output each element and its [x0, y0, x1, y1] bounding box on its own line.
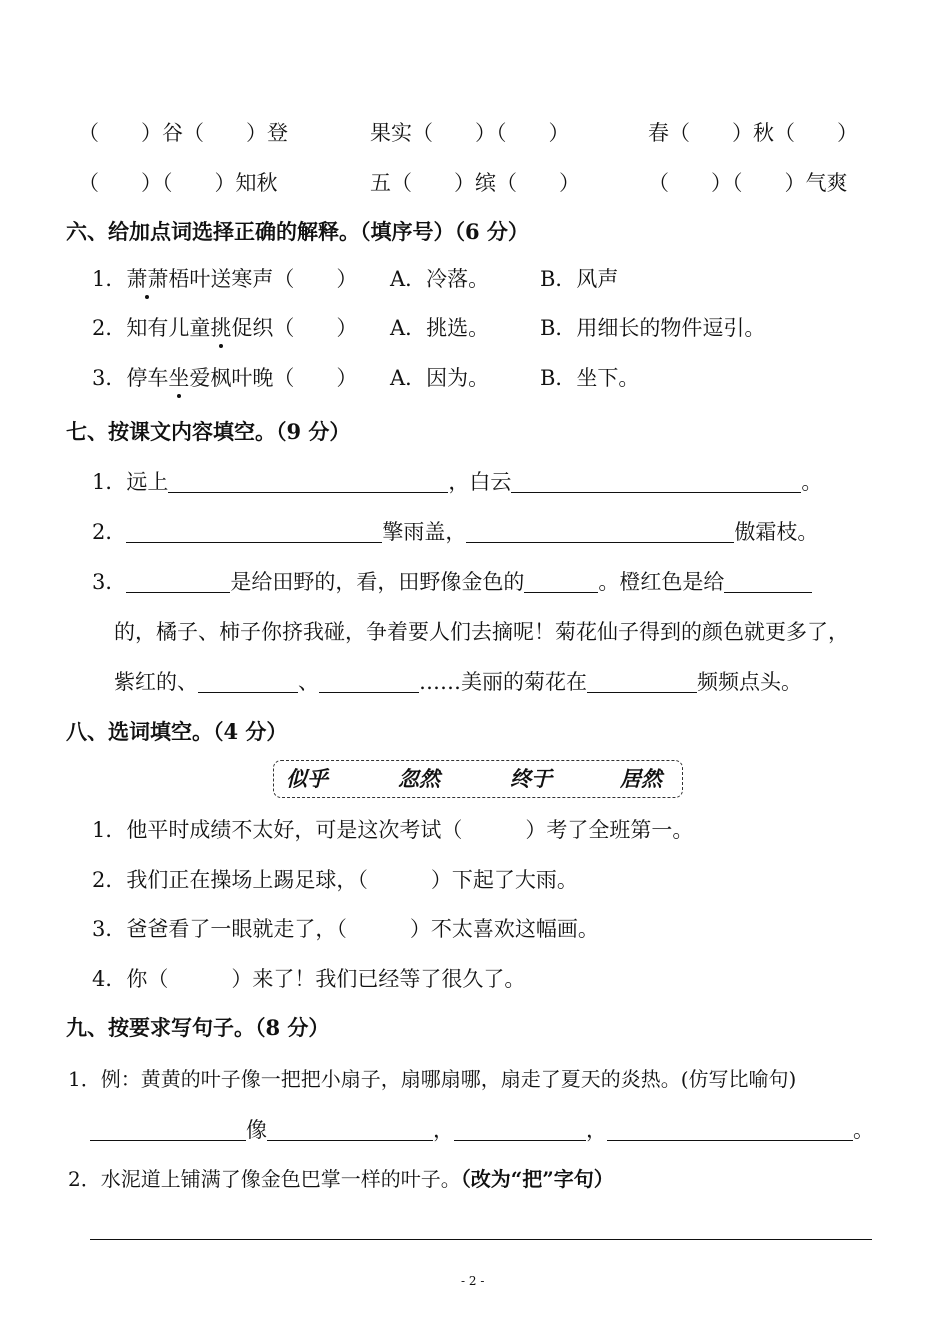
s9-q1-num: 1． [68, 1067, 101, 1091]
s8-item1-num: 1． [92, 818, 127, 842]
s7-line1-b: ，白云 [448, 470, 512, 494]
s7-line2-b: 傲霜枝。 [734, 520, 819, 544]
s6-item3-post: 爱枫叶晚（ ） [189, 366, 358, 390]
answer-blank[interactable] [126, 570, 230, 593]
s6-item1-num: 1． [92, 267, 127, 291]
s7-line5 [114, 667, 802, 697]
section6-title: 六、给加点词选择正确的解释。（填序号）（6 分） [66, 219, 529, 244]
s6-item1 [92, 264, 357, 294]
answer-blank[interactable] [319, 670, 419, 693]
answer-blank[interactable] [724, 570, 812, 593]
s7-line1-num: 1． [92, 470, 127, 494]
word-option: 似乎 [286, 767, 328, 791]
s7-line3-b: 。橙红色是给 [598, 570, 725, 594]
s7-line5-c: ……美丽的菊花在 [419, 670, 587, 694]
s7-line4: 的，橘子、柿子你挤我碰，争着要人们去摘呢！菊花仙子得到的颜色就更多了， [114, 620, 849, 644]
s6-item2-num: 2． [92, 316, 127, 340]
s6-item1-post: 梧叶送寒声（ ） [168, 267, 358, 291]
s9-q1-answer [90, 1115, 874, 1145]
answer-line[interactable] [90, 1239, 872, 1240]
answer-blank[interactable] [126, 520, 382, 543]
s8-item2 [92, 865, 578, 895]
s8-item3-num: 3． [92, 917, 127, 941]
s7-line5-b: 、 [298, 670, 319, 694]
answer-blank[interactable] [607, 1118, 853, 1141]
section9-title: 九、按要求写句子。（8 分） [66, 1015, 330, 1040]
answer-blank[interactable] [511, 470, 801, 493]
s6-item3-pre: 停车 [126, 366, 169, 390]
s6-item1-option-a: A．冷落。 [390, 267, 490, 291]
word-option: 终于 [510, 767, 552, 791]
s6-item2-option-b: B．用细长的物件逗引。 [540, 316, 766, 340]
s6-item3-option-a: A．因为。 [390, 366, 490, 390]
s8-item4 [92, 964, 525, 994]
word-option: 忽然 [398, 767, 440, 791]
s8-item4-num: 4． [92, 967, 127, 991]
s9-q1-answer-b: ， [433, 1118, 454, 1142]
s7-line3-num: 3． [92, 570, 127, 594]
s7-line1-a: 远上 [126, 470, 169, 494]
s7-line2-num: 2． [92, 520, 127, 544]
s7-line2 [92, 517, 818, 547]
idiom-row1-col2: 果实（ ）（ ） [370, 121, 570, 145]
answer-blank[interactable] [466, 520, 734, 543]
s8-item1-text: 他平时成绩不太好，可是这次考试（ ）考了全班第一。 [126, 818, 694, 842]
answer-blank[interactable] [198, 670, 298, 693]
idiom-row2-col3: （ ）（ ）气爽 [648, 171, 848, 195]
s8-item4-text: 你（ ）来了！我们已经等了很久了。 [126, 967, 526, 991]
page-number: - 2 - [461, 1274, 485, 1288]
s7-line1-c: 。 [801, 470, 823, 494]
s9-q1-answer-a: 像 [246, 1118, 267, 1142]
s6-item2-dotted: 挑 [210, 313, 231, 343]
s7-line1 [92, 467, 822, 497]
s9-q1-text: 例：黄黄的叶子像一把把小扇子，扇哪扇哪，扇走了夏天的炎热。(仿写比喻句) [100, 1067, 797, 1091]
s6-item3 [92, 363, 357, 393]
s8-item3-text: 爸爸看了一眼就走了，（ ）不太喜欢这幅画。 [126, 917, 599, 941]
s9-q2-num: 2． [68, 1167, 101, 1191]
section8-title: 八、选词填空。（4 分） [66, 719, 288, 744]
s9-q1-answer-c: ， [586, 1118, 607, 1142]
answer-blank[interactable] [454, 1118, 586, 1141]
s6-item3-dotted: 坐 [168, 363, 189, 393]
s6-item2-post: 促织（ ） [231, 316, 358, 340]
answer-blank[interactable] [90, 1118, 246, 1141]
idiom-row2-col1: （ ）（ ）知秋 [78, 171, 278, 195]
s8-item2-num: 2． [92, 868, 127, 892]
idiom-row1-col3: 春（ ）秋（ ） [648, 121, 858, 145]
s9-q1-answer-d: 。 [853, 1118, 874, 1142]
s6-item1-dotted: 萧萧 [126, 264, 168, 294]
s9-q2-requirement: （改为“把”字句） [460, 1167, 614, 1191]
s6-item1-option-b: B．风声 [540, 267, 619, 291]
answer-blank[interactable] [524, 570, 598, 593]
answer-blank[interactable] [168, 470, 448, 493]
answer-blank[interactable] [587, 670, 697, 693]
s6-item3-option-b: B．坐下。 [540, 366, 640, 390]
s6-item2-pre: 知有儿童 [126, 316, 211, 340]
s7-line5-d: 频频点头。 [697, 670, 802, 694]
s8-item2-text: 我们正在操场上踢足球，（ ）下起了大雨。 [126, 868, 578, 892]
s6-item3-num: 3． [92, 366, 127, 390]
word-choice-box [273, 760, 683, 798]
s9-q2-text: 水泥道上铺满了像金色巴掌一样的叶子。 [100, 1167, 461, 1191]
s8-item3 [92, 914, 599, 944]
s9-q1 [68, 1064, 796, 1094]
section7-title: 七、按课文内容填空。（9 分） [66, 419, 351, 444]
s7-line3 [92, 567, 812, 597]
word-option: 居然 [620, 767, 662, 791]
s7-line5-a: 紫红的、 [114, 670, 198, 694]
s8-item1 [92, 815, 693, 845]
s9-q2 [68, 1164, 614, 1194]
s6-item2-option-a: A．挑选。 [390, 316, 490, 340]
s7-line3-a: 是给田野的，看，田野像金色的 [230, 570, 525, 594]
s6-item2 [92, 313, 357, 343]
idiom-row2-col2: 五（ ）缤（ ） [370, 171, 580, 195]
answer-blank[interactable] [267, 1118, 433, 1141]
idiom-row1-col1: （ ）谷（ ）登 [78, 121, 288, 145]
s7-line2-a: 擎雨盖， [382, 520, 467, 544]
